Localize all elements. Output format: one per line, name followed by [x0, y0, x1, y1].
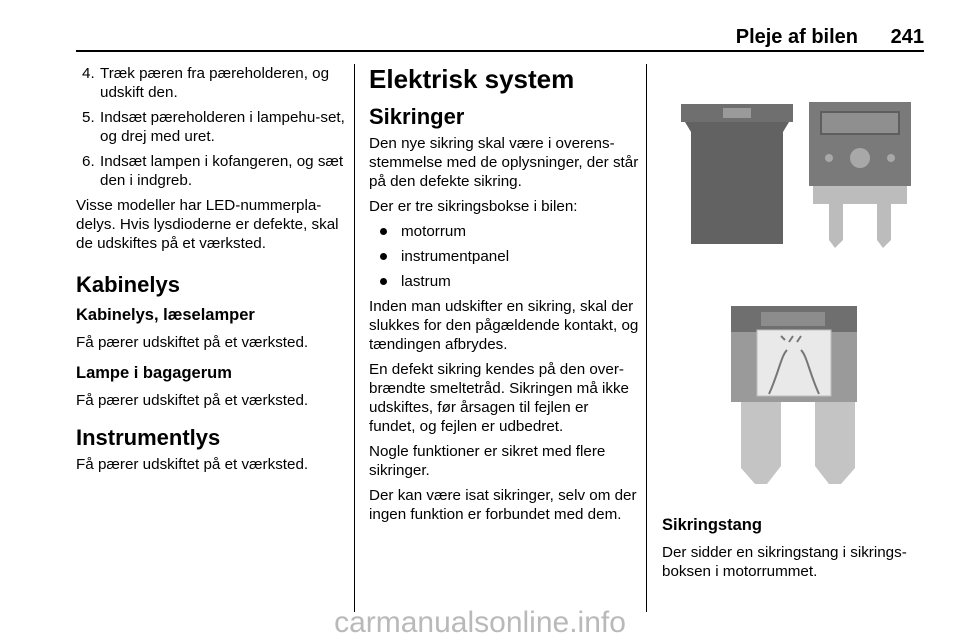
step-item: 4. Træk pæren fra pæreholderen, og udskift den.: [82, 65, 330, 101]
fuse-box-list: [369, 222, 639, 291]
multi-fuse-text: Nogle funktioner er sikret med flere sikringer.: [369, 443, 606, 479]
bullet-icon: [380, 228, 387, 235]
blown-fuse-image: [663, 290, 926, 506]
sikringer-intro: Den nye sikring skal være i overens-stemmelse med de oplysninger, der står på den defekte sikring.: [369, 135, 639, 190]
heading-laeselamper: Kabinelys, læselamper: [76, 306, 255, 324]
heading-sikringer: Sikringer: [369, 104, 465, 129]
page-header: [76, 24, 924, 52]
sikringstang-text: Der sidder en sikringstang i sikrings-boksen i motorrummet.: [662, 544, 907, 580]
fuse-illustration-top: [663, 72, 926, 280]
column-divider-left: [354, 64, 355, 612]
step-list: [76, 64, 348, 190]
fuse-illustration-bottom: [663, 290, 926, 506]
column-2: [369, 64, 639, 530]
defect-text: En defekt sikring kendes på den over-brændte smeltetråd. Sikringen må ikke udskiftes, før årsagen til fejlen er fundet, og fejlen er udbedret.: [369, 361, 629, 435]
section-title: Pleje af bilen: [735, 26, 858, 48]
heading-sikringstang: Sikringstang: [662, 516, 762, 534]
fuse-types-image: [663, 72, 926, 280]
instrumentlys-text: Få pærer udskiftet på et værksted.: [76, 456, 309, 473]
heading-bagagerum: Lampe i bagagerum: [76, 364, 232, 382]
heading-elektrisk-system: Elektrisk system: [369, 64, 575, 94]
column-3: [662, 516, 926, 587]
page-number: 241: [890, 26, 924, 48]
list-item: motorrum: [369, 222, 639, 241]
led-note: Visse modeller har LED-nummerpla-delys. Hvis lysdioderne er defekte, skal de udskiftes på et værksted.: [76, 197, 339, 252]
column-1: [76, 64, 348, 480]
spare-fuse-text: Der kan være isat sikringer, selv om der ingen funktion er forbundet med dem.: [369, 487, 637, 523]
bagagerum-text: Få pærer udskiftet på et værksted.: [76, 392, 309, 409]
step-item: 6. Indsæt lampen i kofangeren, og sæt den i indgreb.: [82, 153, 344, 189]
bullet-icon: [380, 253, 387, 260]
replace-text: Inden man udskifter en sikring, skal der slukkes for den pågældende kontakt, og tændingen afbrydes.: [369, 298, 639, 353]
boxes-intro: Der er tre sikringsbokse i bilen:: [369, 198, 578, 215]
heading-instrumentlys: Instrumentlys: [76, 425, 221, 450]
list-item: lastrum: [369, 272, 639, 291]
laeselamper-text: Få pærer udskiftet på et værksted.: [76, 334, 309, 351]
bullet-icon: [380, 278, 387, 285]
heading-kabinelys: Kabinelys: [76, 272, 180, 297]
list-item: instrumentpanel: [369, 247, 639, 266]
step-item: 5. Indsæt pæreholderen i lampehu-set, og drej med uret.: [82, 109, 345, 145]
watermark: carmanualsonline.info: [334, 606, 626, 639]
column-divider-right: [646, 64, 647, 612]
